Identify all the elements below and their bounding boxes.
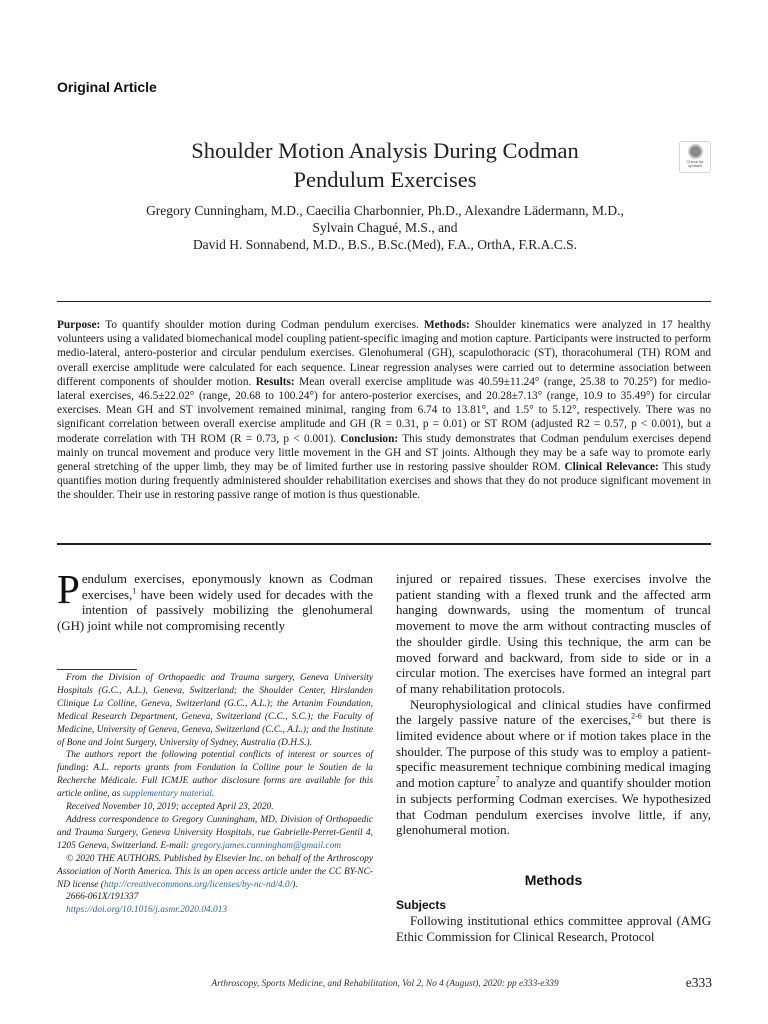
conclusion-text: This study demonstrates that Codman pendulum exercises depend mainly on truncal movement and produce very little movement in the GH and ST joints. Although they may be a safe way to promote early general stretching of the upper limb, they may be of limited further use in restoring passive shoulder ROM.	[57, 432, 712, 474]
abstract	[57, 318, 711, 503]
check-for-updates-label: Check for updates	[686, 159, 704, 169]
issn-note: 2666-061X/191337	[66, 892, 139, 903]
body-paragraph-2: Neurophysiological and clinical studies have confirmed the largely passive nature of the exercises,$^{2-6}$ but there is limited evidence about where or if motion takes place in the shoulder. The purpose of this study was to employ a patient-specific measurement technique combining medical imaging and motion capture$^7$ to analyze and quantify shoulder motion in subjects performing Codman exercises. We hypothesized that Codman pendulum exercises involve little, if any, glenohumeral motion.	[396, 697, 712, 838]
reference-link[interactable]: 7	[495, 774, 500, 784]
abstract-top-rule	[57, 301, 711, 302]
author-list	[60, 202, 710, 254]
reference-link[interactable]: 2-6	[631, 712, 642, 722]
doi-note	[57, 904, 373, 917]
license-link[interactable]: http://creativecommons.org/licenses/by-nc-nd/4.0/	[103, 879, 293, 890]
footnotes	[57, 672, 373, 917]
footnote-rule	[57, 669, 137, 670]
methods-heading: Methods	[524, 872, 583, 888]
left-column	[57, 566, 373, 635]
results-label: Results:	[255, 375, 295, 388]
authors-line-1: Gregory Cunningham, M.D., Caecilia Charbonnier, Ph.D., Alexandre Lädermann, M.D.,	[146, 203, 624, 218]
authors-line-3: David H. Sonnabend, M.D., B.S., B.Sc.(Med), F.A., OrthA, F.R.A.C.S.	[192, 237, 578, 253]
conflicts-note: The authors report the following potential conflicts of interest or sources of funding: A.L. reports grants from Fondation la Colline pour le Soutien de la Recherche Médicale. Full ICMJE author disclosure forms are available for this article online, as supplementary material.	[57, 750, 373, 800]
methods-label: Methods:	[423, 319, 470, 331]
abstract-bottom-rule	[57, 543, 711, 545]
right-column	[396, 572, 711, 839]
affiliation-note: From the Division of Orthopaedic and Trauma surgery, Geneva University Hospitals (G.C., A.L.), Geneva, Switzerland; the Shoulder Center, Hirslanden Clinique La Colline, Geneva, Switzerland (G.C., A.L.); the Artanim Foundation, Medical Research Department, Geneva, Switzerland (C.C., S.C.); the Faculty of Medicine, University of Geneva, Geneva, Switzerland (C.C., A.L.); and the Institute of Bone and Joint Surgery, University of Sydney, Australia (D.H.S.).	[57, 673, 373, 748]
supplementary-link[interactable]: supplementary material	[122, 789, 212, 800]
email-link[interactable]: gregory.james.cunningham@gmail.com	[191, 840, 342, 851]
methods-text: Shoulder kinematics were analyzed in 17 healthy volunteers using a validated biomechanical model coupling patient-specific imaging and motion capture. Participants were instructed to perform medio-lateral, antero-posterior and circular pendulum exercises. Glenohumeral (GH), scapulothoracic (ST), thoracohumeral (TH) ROM and overall exercise amplitude were calculated for each sequence. Linear regression analyses were carried out to determine association between different components of shoulder motion.	[57, 319, 711, 388]
intro-paragraph: Pendulum exercises, eponymously known as Codman exercises,$^1$ have been widely used for decades with the intention of passively mobilizing the glenohumeral (GH) joint while not compromising recently	[57, 566, 373, 634]
purpose-label: Purpose:	[57, 319, 101, 331]
authors-line-2: Sylvain Chagué, M.S., and	[312, 220, 458, 236]
reference-link[interactable]: 1	[132, 586, 137, 596]
journal-footer: Arthroscopy, Sports Medicine, and Rehabilitation, Vol 2, No 4 (August), 2020: pp e333-e339	[211, 979, 559, 989]
section-label: Original Article	[57, 79, 157, 95]
relevance-text: This study quantifies motion during frequently administered shoulder rehabilitation exercises and shows that they do not produce significant movement in the shoulder. Their use in restoring passive range of motion is thus questionable.	[57, 461, 712, 502]
check-for-updates-badge[interactable]	[679, 141, 711, 173]
title-line-1: Shoulder Motion Analysis During Codman	[191, 138, 579, 163]
doi-link[interactable]: https://doi.org/10.1016/j.asmr.2020.04.013	[66, 905, 228, 916]
check-for-updates-icon	[688, 144, 703, 159]
title-line-2: Pendulum Exercises	[293, 167, 477, 192]
subjects-heading: Subjects	[396, 898, 447, 912]
relevance-label: Clinical Relevance:	[564, 461, 659, 474]
subjects-paragraph: Following institutional ethics committee approval (AMG Ethic Commission for Clinical Research, Protocol	[396, 914, 711, 944]
address-note: Address correspondence to Gregory Cunningham, MD, Division of Orthopaedic and Trauma Surgery, Geneva University Hospitals, rue Gabrielle-Perret-Gentil 4, 1205 Geneva, Switzerland. E-mail: gregory.james.cunningham@gmail.com	[57, 814, 373, 851]
drop-cap: P	[57, 566, 80, 612]
copyright-note: © 2020 THE AUTHORS. Published by Elsevier Inc. on behalf of the Arthroscopy Association of North America. This is an open access article under the CC BY-NC-ND license (http://creativecommons.org/licenses/by-nc-nd/4.0/).	[57, 853, 373, 890]
body-paragraph-1: injured or repaired tissues. These exercises involve the patient standing with a flexed trunk and the affected arm hanging downwards, using the momentum of truncal movement to move the arm without contracting muscles of the shoulder girdle. Using this technique, the arm can be moved forward and backward, from side to side or in a circular motion. The exercises have formed an integral part of many rehabilitation protocols.	[396, 572, 711, 696]
purpose-text: To quantify shoulder motion during Codman pendulum exercises.	[100, 319, 424, 331]
page-number: e333	[685, 975, 712, 990]
results-text: Mean overall exercise amplitude was 40.59±11.24° (range, 25.38 to 70.25°) for medio-lateral exercises, 46.5±22.02° (range, 20.68 to 100.24°) for antero-posterior exercises, and 20.28±7.13° (range, 10.9 to 35.49°) for circular exercises. Mean GH and ST involvement remained minimal, ranging from 6.74 to 13.81°, and 1.5° to 5.12°, respectively. There was no significant correlation between overall exercise amplitude and GH (R = 0.31, p = 0.01) or ST ROM (adjusted R2 = 0.57, p < 0.001), but a moderate correlation with TH ROM (R = 0.73, p < 0.001).	[57, 375, 712, 445]
received-note: Received November 10, 2019; accepted April 23, 2020.	[66, 802, 274, 813]
article-title	[100, 136, 670, 194]
conclusion-label: Conclusion:	[340, 432, 399, 445]
